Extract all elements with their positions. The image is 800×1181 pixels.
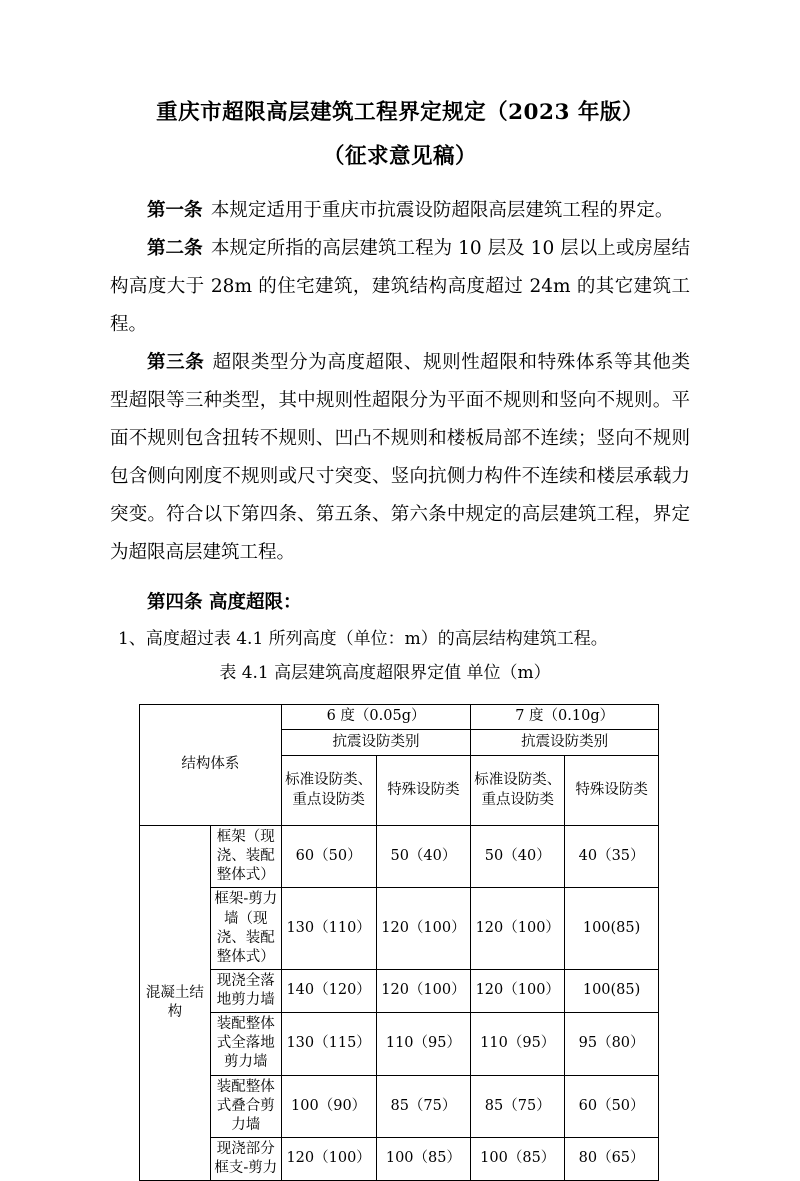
row-0-v6-special: 50（40） [376, 826, 471, 888]
table-caption: 表 4.1 高层建筑高度超限界定值 单位（m） [219, 662, 551, 683]
article-1-label: 第一条 [147, 199, 203, 221]
table-header-row-intensity [140, 705, 659, 730]
row-system-3: 装配整体式全落地剪力墙 [210, 1013, 281, 1075]
row-3-v7-standard: 110（95） [471, 1013, 565, 1075]
article-1 [110, 192, 690, 230]
row-5-v6-special: 100（85） [376, 1137, 471, 1180]
header-intensity-6: 6 度（0.05g） [281, 705, 471, 730]
header-special-7: 特殊设防类 [565, 756, 659, 826]
row-2-v6-special: 120（100） [376, 969, 471, 1012]
row-0-v6-standard: 60（50） [281, 826, 376, 888]
table-row [140, 1137, 659, 1180]
row-1-v6-special: 120（100） [376, 888, 471, 970]
row-0-v7-special: 40（35） [565, 826, 659, 888]
article-1-text: 本规定适用于重庆市抗震设防超限高层建筑工程的界定。 [210, 199, 674, 221]
article-3-label: 第三条 [147, 351, 205, 373]
row-2-v7-standard: 120（100） [471, 969, 565, 1012]
table-row [140, 1013, 659, 1075]
row-5-v7-special: 80（65） [565, 1137, 659, 1180]
row-system-4: 装配整体式叠合剪力墙 [210, 1075, 281, 1137]
row-1-v7-standard: 120（100） [471, 888, 565, 970]
row-0-v7-standard: 50（40） [471, 826, 565, 888]
height-limit-table [139, 704, 659, 1181]
row-5-v7-standard: 100（85） [471, 1137, 565, 1180]
page-subtitle: （征求意见稿） [322, 143, 477, 169]
row-3-v6-special: 110（95） [376, 1013, 471, 1075]
row-4-v6-standard: 100（90） [281, 1075, 376, 1137]
row-5-v6-standard: 120（100） [281, 1137, 376, 1180]
table-row [140, 969, 659, 1012]
row-2-v7-special: 100(85) [565, 969, 659, 1012]
page-title: 重庆市超限高层建筑工程界定规定（2023 年版） [156, 100, 644, 125]
header-standard-6: 标准设防类、重点设防类 [281, 756, 376, 826]
header-fortification-category-6: 抗震设防类别 [281, 730, 471, 756]
row-3-v6-standard: 130（115） [281, 1013, 376, 1075]
article-4-item-1: 1、高度超过表 4.1 所列高度（单位：m）的高层结构建筑工程。 [118, 628, 608, 649]
article-2-text: 本规定所指的高层建筑工程为 10 层及 10 层以上或房屋结构高度大于 28m 的住宅建筑，建筑结构高度超过 24m 的其它建筑工程。 [110, 237, 690, 335]
page-content [110, 0, 690, 688]
article-2 [110, 230, 690, 344]
header-intensity-7: 7 度（0.10g） [471, 705, 659, 730]
row-4-v7-special: 60（50） [565, 1075, 659, 1137]
height-limit-table-wrapper [139, 704, 659, 1181]
article-3 [110, 344, 690, 572]
group-label-concrete: 混凝土结构 [140, 826, 211, 1181]
table-row [140, 1075, 659, 1137]
row-2-v6-standard: 140（120） [281, 969, 376, 1012]
row-system-2: 现浇全落地剪力墙 [210, 969, 281, 1012]
row-system-5: 现浇部分框支-剪力 [210, 1137, 281, 1180]
header-fortification-category-7: 抗震设防类别 [471, 730, 659, 756]
header-structure-system: 结构体系 [140, 705, 282, 826]
row-4-v7-standard: 85（75） [471, 1075, 565, 1137]
header-standard-7: 标准设防类、重点设防类 [471, 756, 565, 826]
header-special-6: 特殊设防类 [376, 756, 471, 826]
row-3-v7-special: 95（80） [565, 1013, 659, 1075]
table-row [140, 826, 659, 888]
row-4-v6-special: 85（75） [376, 1075, 471, 1137]
row-system-0: 框架（现浇、装配整体式） [210, 826, 281, 888]
table-row [140, 888, 659, 970]
article-2-label: 第二条 [147, 237, 203, 259]
article-4-heading: 第四条 高度超限： [147, 591, 302, 613]
row-system-1: 框架-剪力墙（现浇、装配整体式） [210, 888, 281, 970]
article-3-text: 超限类型分为高度超限、规则性超限和特殊体系等其他类型超限等三种类型，其中规则性超限分为平面不规则和竖向不规则。平面不规则包含扭转不规则、凹凸不规则和楼板局部不连续；竖向不规则包含侧向刚度不规则或尺寸突变、竖向抗侧力构件不连续和楼层承载力突变。符合以下第四条、第五条、第六条中规定的高层建筑工程，界定为超限高层建筑工程。 [110, 351, 690, 563]
row-1-v6-standard: 130（110） [281, 888, 376, 970]
row-1-v7-special: 100(85) [565, 888, 659, 970]
